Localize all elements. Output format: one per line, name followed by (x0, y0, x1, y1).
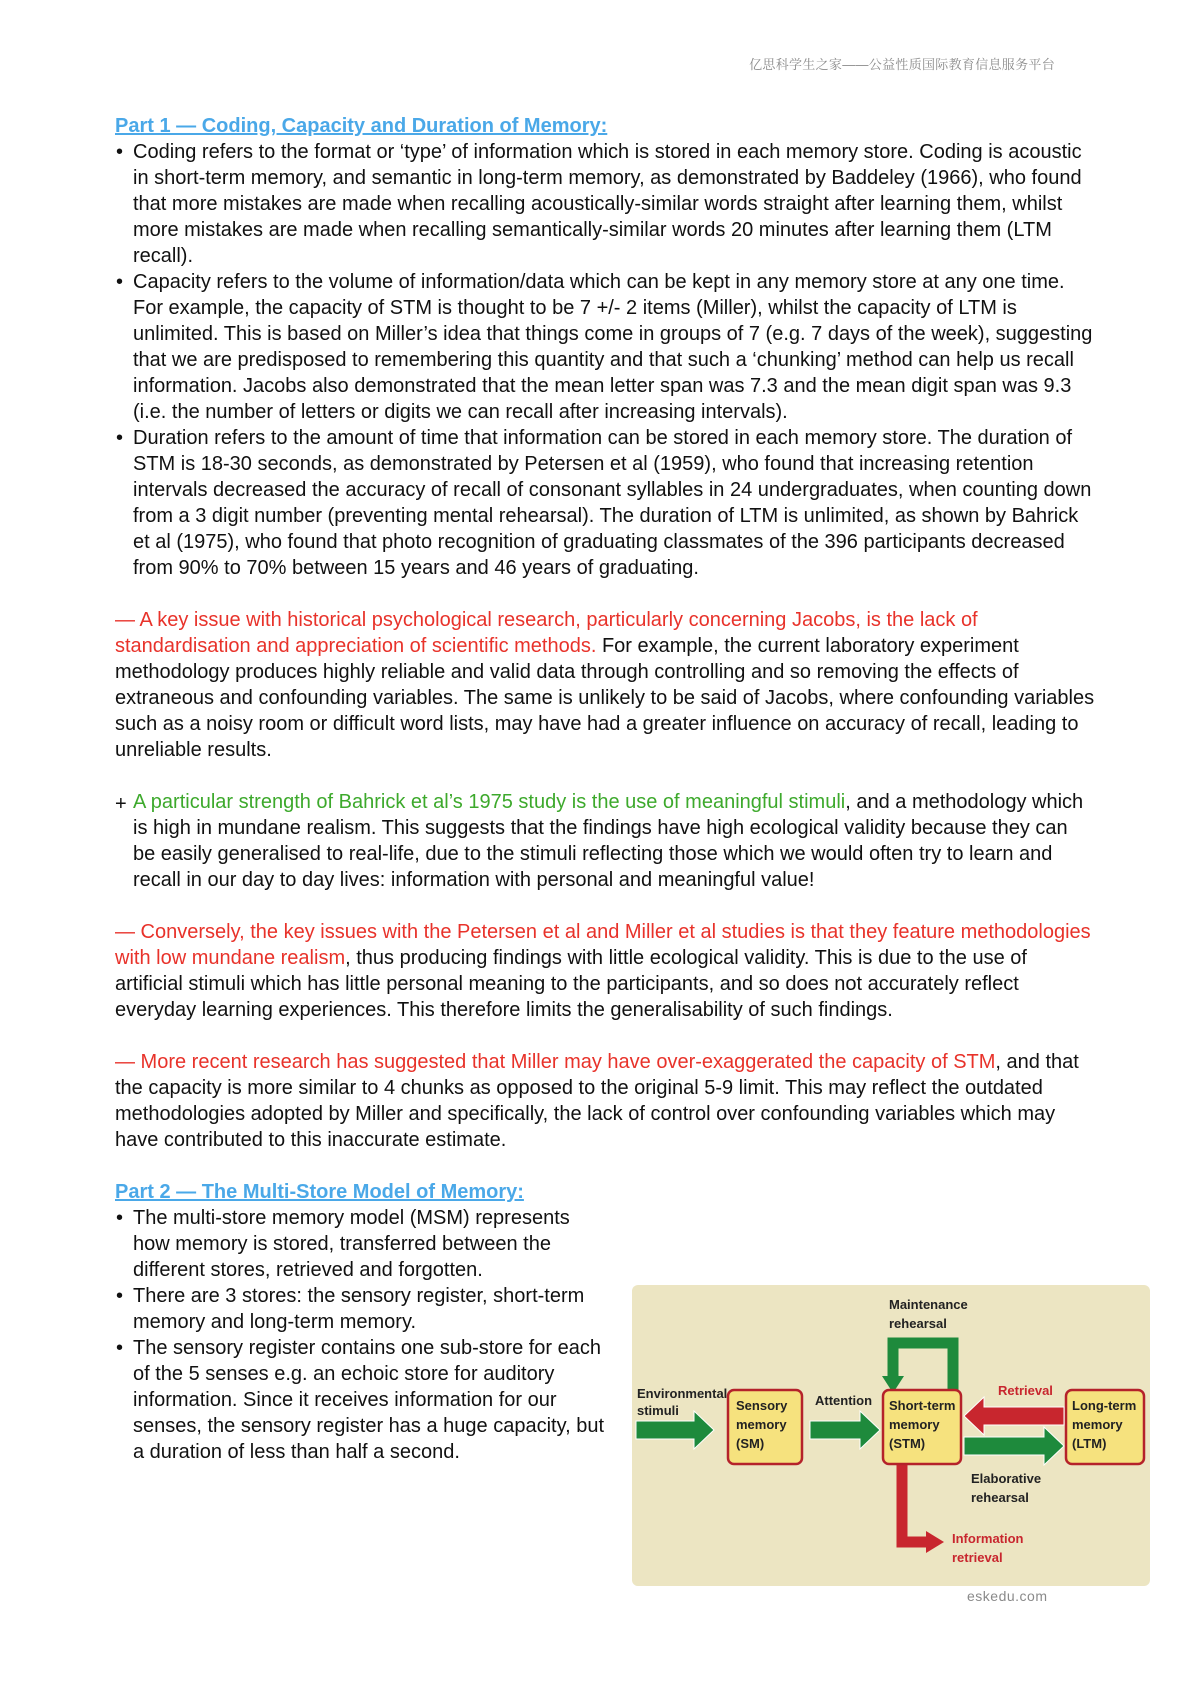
list-item-capacity: • Capacity refers to the volume of information/data which can be kept in any memory store at any one time. For example, the capacity of STM is thought to be 7 +/- 2 items (Miller), whilst the capacity of LTM is unlimited. This is based on Miller’s idea that things come in groups of 7 (e.g. 7 days of the week), suggesting that we are predisposed to remembering this quantity and that such a ‘chunking’ method can help us recall information. Jacobs also demonstrated that the mean letter span was 7.3 and the mean digit span was 9.3 (i.e. the number of letters or digits we can recall after increasing intervals). (115, 269, 1095, 425)
part1-bullet-list (115, 139, 1095, 581)
env-stimuli-label-1: Environmental (637, 1386, 728, 1401)
evaluation-petersen-miller (115, 919, 1095, 1023)
part2-section (115, 1179, 605, 1465)
evaluation-petersen-miller-text: , thus producing findings with little ecological validity. This is due to the use of artificial stimuli which has little personal meaning to the participants, and so does not accurately reflect everyday learning experiences. This therefore limits the generalisability of such findings. (115, 947, 1027, 1021)
sensory-label-2: memory (736, 1417, 787, 1432)
stm-label-1: Short-term (889, 1398, 956, 1413)
retrieval-arrow (964, 1397, 1064, 1435)
info-retrieval-label-1: Information (952, 1531, 1024, 1546)
sensory-label-3: (SM) (736, 1436, 765, 1451)
watermark: eskedu.com (967, 1588, 1048, 1604)
part1-heading: Part 1 — Coding, Capacity and Duration of Memory: (115, 115, 608, 137)
list-item-stores: • There are 3 stores: the sensory register, short-term memory and long-term memory. (115, 1283, 605, 1335)
maintenance-label-1: Maintenance (889, 1297, 968, 1312)
maintenance-label-2: rehearsal (889, 1316, 947, 1331)
evaluation-jacobs-highlight: — A key issue with historical psychological research, particularly concerning Jacobs, is the lack of standardisation and appreciation of scientific methods. (115, 609, 978, 657)
part2-heading: Part 2 — The Multi-Store Model of Memory: (115, 1181, 524, 1203)
evaluation-petersen-miller-highlight: — Conversely, the key issues with the Petersen et al and Miller et al studies is that they feature methodologies with low mundane realism (115, 921, 1091, 969)
list-item-coding: • Coding refers to the format or ‘type’ of information which is stored in each memory store. Coding is acoustic in short-term memory, and semantic in long-term memory, as demonstrated by Baddeley (1966), who found that more mistakes are made when recalling acoustically-similar words straight after learning them, whilst more mistakes are made when recalling semantically-similar words 20 minutes after learning them (LTM recall). (115, 139, 1095, 269)
ltm-label-3: (LTM) (1072, 1436, 1107, 1451)
env-stimuli-label-2: stimuli (637, 1403, 679, 1418)
info-retrieval-arrow-head (926, 1531, 944, 1553)
info-retrieval-line (902, 1463, 928, 1542)
info-retrieval-label-2: retrieval (952, 1550, 1003, 1565)
stm-label-3: (STM) (889, 1436, 926, 1451)
list-item-sensory-register: • The sensory register contains one sub-store for each of the 5 senses e.g. an echoic store for auditory information. Since it receives information for our senses, the sensory register has a huge capacity, but a duration of less than half a second. (115, 1335, 605, 1465)
stm-label-2: memory (889, 1417, 940, 1432)
elaborative-label-2: rehearsal (971, 1490, 1029, 1505)
evaluation-bahrick (115, 789, 1095, 893)
elaborative-label-1: Elaborative (971, 1471, 1042, 1486)
ltm-label-2: memory (1072, 1417, 1123, 1432)
evaluation-jacobs (115, 607, 1095, 763)
list-item-duration: • Duration refers to the amount of time that information can be stored in each memory store. The duration of STM is 18-30 seconds, as demonstrated by Petersen et al (1959), who found that increasing retention intervals decreased the accuracy of recall of consonant syllables in 24 undergraduates, when counting down from a 3 digit number (preventing mental rehearsal). The duration of LTM is unlimited, as shown by Bahrick et al (1975), who found that photo recognition of graduating classmates of the 396 participants decreased from 90% to 70% between 15 years and 46 years of graduating. (115, 425, 1095, 581)
attention-arrow (810, 1411, 880, 1449)
maintenance-loop-line (893, 1343, 953, 1395)
sensory-label-1: Sensory (736, 1398, 788, 1413)
attention-label: Attention (815, 1393, 873, 1408)
evaluation-recent-research-highlight: — More recent research has suggested that Miller may have over-exaggerated the capacity of STM (115, 1051, 996, 1073)
evaluation-jacobs-text: For example, the current laboratory experiment methodology produces highly reliable and valid data through controlling and so removing the effects of extraneous and confounding variables. The same is unlikely to be said of Jacobs, where confounding variables such as a noisy room or difficult word lists, may have had a greater influence on accuracy of recall, leading to unreliable results. (115, 635, 1095, 761)
list-item-msm: • The multi-store memory model (MSM) represents how memory is stored, transferred between the different stores, retrieved and forgotten. (115, 1205, 605, 1283)
elaborative-arrow (964, 1427, 1064, 1465)
multi-store-model-diagram (632, 1285, 1150, 1586)
part2-bullet-list (115, 1205, 605, 1465)
document-body (115, 113, 1095, 1465)
retrieval-label: Retrieval (998, 1383, 1053, 1398)
evaluation-recent-research-text: , and that the capacity is more similar to 4 chunks as opposed to the original 5-9 limit. This may reflect the outdated methodologies adopted by Miller and specifically, the lack of control over confounding variables which may have contributed to this inaccurate estimate. (115, 1051, 1079, 1151)
evaluation-bahrick-highlight: A particular strength of Bahrick et al’s 1975 study is the use of meaningful stimuli (133, 791, 846, 813)
site-header-title: 亿思科学生之家——公益性质国际教育信息服务平台 (749, 57, 1055, 72)
evaluation-recent-research (115, 1049, 1095, 1153)
evaluation-bahrick-text: , and a methodology which is high in mundane realism. This suggests that the findings have high ecological validity because they can be easily generalised to real-life, due to the stimuli reflecting those which we would often try to learn and recall in our day to day lives: information with personal and meaningful value! (133, 791, 1084, 891)
plus-icon: + (115, 793, 127, 815)
ltm-label-1: Long-term (1072, 1398, 1137, 1413)
